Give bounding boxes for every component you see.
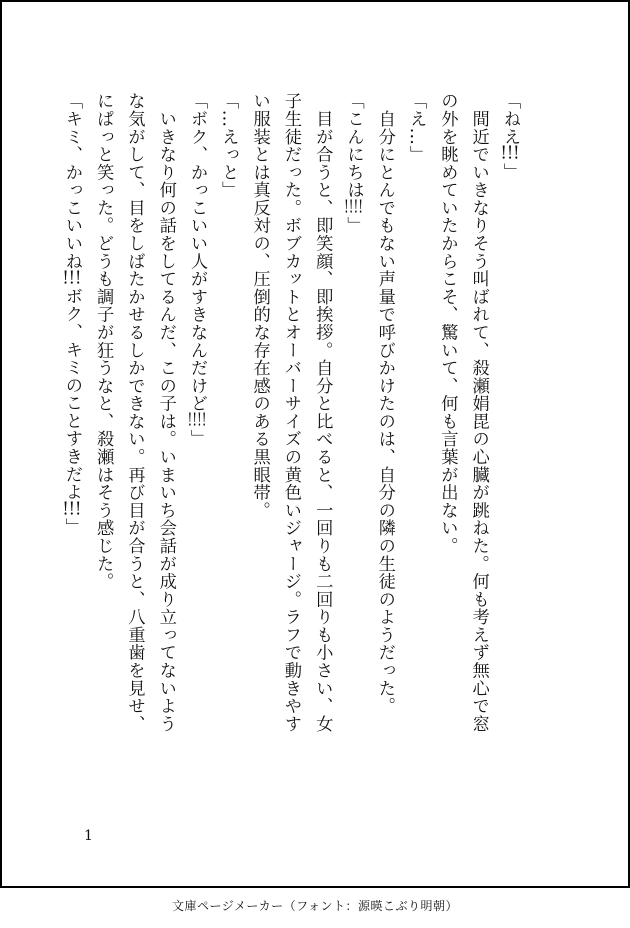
text-line: 「ボク、かっこいい人がすきなんだけど!!!!」 [187, 92, 208, 448]
text-line: 「え…」 [406, 92, 427, 164]
text-line: 自分にとんでもない声量で呼びかけたのは、自分の隣の生徒のようだった。 [374, 92, 395, 715]
text-line: い服装とは真反対の、圧倒的な存在感のある黒眼帯。 [249, 92, 270, 519]
text-line: 「キミ、かっこいいね!!!ボク、キミのことすきだよ!!!」 [61, 92, 82, 536]
text-line: 子生徒だった。ボブカットとオーバーサイズの黄色いジャージ。ラフで動きやす [280, 92, 301, 733]
text-line: の外を眺めていたからこそ、驚いて、何も言葉が出ない。 [437, 92, 458, 555]
body-text [56, 92, 525, 733]
text-line: 目が合うと、即笑顔、即挨拶。自分と比べると、一回りも二回りも小さい、女 [312, 92, 333, 733]
text-line: な気がして、目をしばたかせるしかできない。再び目が合うと、八重歯を見せ、 [124, 92, 145, 733]
text-line: 「こんにちは!!!!」 [343, 92, 364, 234]
text-line: いきなり何の話をしてるんだ、この子は。いまいち会話が成り立ってないよう [155, 92, 176, 733]
text-line: 間近でいきなりそう叫ばれて、殺瀬娟毘の心臓が跳ねた。何も考えず無心で窓 [468, 92, 489, 733]
text-line: にぱっと笑った。どうも調子が狂うなと、殺瀬はそう感じた。 [93, 92, 114, 591]
page-number: 1 [84, 828, 93, 844]
footer-caption: 文庫ページメーカー（フォント：源暎こぶり明朝） [171, 899, 459, 913]
text-line: 「…えっと」 [218, 92, 239, 199]
text-line: 「ねえ!!!」 [500, 92, 520, 181]
